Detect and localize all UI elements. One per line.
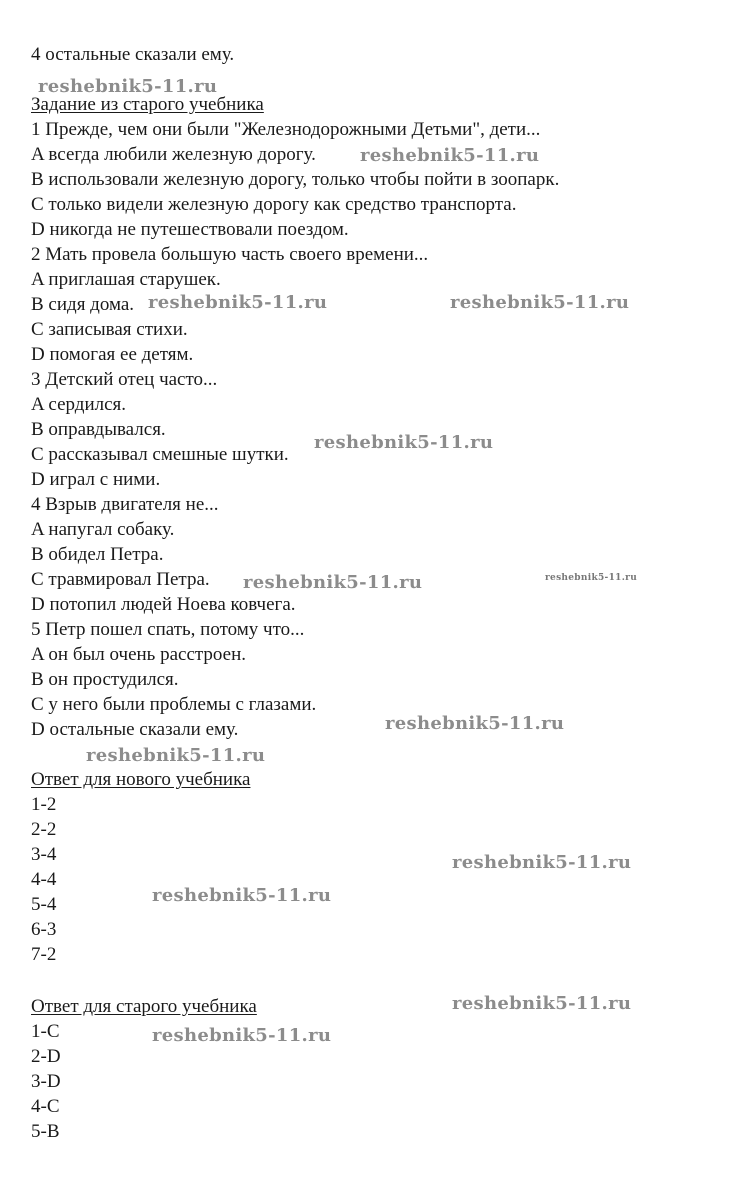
answer-line: 4-4 <box>31 869 57 890</box>
option-line: A сердился. <box>31 394 127 415</box>
option-line: B обидел Петра. <box>31 544 164 565</box>
text-line: 4 остальные сказали ему. <box>31 44 235 65</box>
watermark-small: reshebnik5-11.ru <box>545 573 638 583</box>
option-line: A он был очень расстроен. <box>31 644 247 665</box>
answer-line: 5-B <box>31 1121 60 1142</box>
option-line: C травмировал Петра. <box>31 569 210 590</box>
option-line: D играл с ними. <box>31 469 161 490</box>
option-line: C только видели железную дорогу как средство транспорта. <box>31 194 517 215</box>
watermark: reshebnik5-11.ru <box>152 885 332 906</box>
watermark: reshebnik5-11.ru <box>38 76 218 97</box>
option-line: A напугал собаку. <box>31 519 175 540</box>
answer-line: 7-2 <box>31 944 57 965</box>
watermark: reshebnik5-11.ru <box>452 993 632 1014</box>
answer-line: 3-4 <box>31 844 57 865</box>
watermark: reshebnik5-11.ru <box>243 572 423 593</box>
option-line: D никогда не путешествовали поездом. <box>31 219 349 240</box>
answer-line: 2-D <box>31 1046 61 1067</box>
watermark: reshebnik5-11.ru <box>314 432 494 453</box>
option-line: A всегда любили железную дорогу. <box>31 144 316 165</box>
question-2: 2 Мать провела большую часть своего времени... <box>31 244 429 265</box>
option-line: D потопил людей Ноева ковчега. <box>31 594 296 615</box>
answer-line: 1-2 <box>31 794 57 815</box>
question-5: 5 Петр пошел спать, потому что... <box>31 619 305 640</box>
answer-line: 3-D <box>31 1071 61 1092</box>
question-3: 3 Детский отец часто... <box>31 369 218 390</box>
question-1: 1 Прежде, чем они были "Железнодорожными Детьми", дети... <box>31 119 541 140</box>
watermark: reshebnik5-11.ru <box>86 745 266 766</box>
option-line: B использовали железную дорогу, только чтобы пойти в зоопарк. <box>31 169 560 190</box>
watermark: reshebnik5-11.ru <box>148 292 328 313</box>
option-line: B оправдывался. <box>31 419 166 440</box>
watermark: reshebnik5-11.ru <box>452 852 632 873</box>
option-line: C рассказывал смешные шутки. <box>31 444 289 465</box>
option-line: D остальные сказали ему. <box>31 719 239 740</box>
section-heading-old: Задание из старого учебника <box>31 94 264 115</box>
option-line: B он простудился. <box>31 669 179 690</box>
section-heading-new-answers: Ответ для нового учебника <box>31 769 251 790</box>
watermark: reshebnik5-11.ru <box>152 1025 332 1046</box>
section-heading-old-answers: Ответ для старого учебника <box>31 996 257 1017</box>
option-line: B сидя дома. <box>31 294 135 315</box>
question-4: 4 Взрыв двигателя не... <box>31 494 219 515</box>
watermark: reshebnik5-11.ru <box>450 292 630 313</box>
answer-line: 5-4 <box>31 894 57 915</box>
answer-line: 2-2 <box>31 819 57 840</box>
answer-line: 1-C <box>31 1021 60 1042</box>
option-line: D помогая ее детям. <box>31 344 194 365</box>
answer-line: 4-C <box>31 1096 60 1117</box>
option-line: C записывая стихи. <box>31 319 188 340</box>
option-line: C у него были проблемы с глазами. <box>31 694 317 715</box>
answer-line: 6-3 <box>31 919 57 940</box>
option-line: A приглашая старушек. <box>31 269 221 290</box>
watermark: reshebnik5-11.ru <box>385 713 565 734</box>
watermark: reshebnik5-11.ru <box>360 145 540 166</box>
